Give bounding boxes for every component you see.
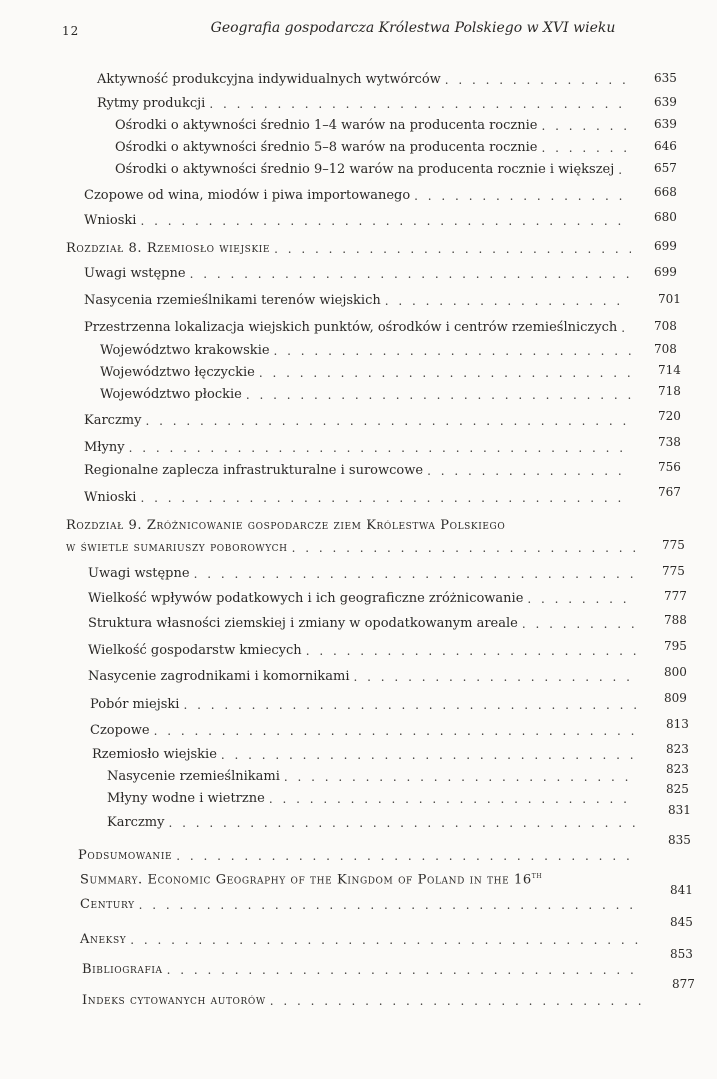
page-header [0,20,717,44]
toc-entry[interactable] [107,791,641,807]
toc-entry-page: 831 [668,803,691,817]
toc-entry[interactable] [84,320,635,336]
toc-entry-title: Ośrodki o aktywności średnio 5–8 warów na producenta rocznie [115,140,538,155]
toc-entry-page: 635 [654,71,677,85]
toc-entry-title: Karczmy [84,413,142,428]
toc-entry-title: Przestrzenna lokalizacja wiejskich punktów, ośrodków i centrów rzemieślniczych [84,320,618,335]
toc-entry-title: Wnioski [84,213,137,228]
toc-chapter-title-cont: w świetle sumariuszy poborowych [66,540,288,555]
toc-entry-page: 699 [654,265,677,279]
toc-chapter-title: Aneksy [80,932,127,947]
toc-chapter[interactable] [66,540,641,556]
toc-entry-page: 657 [654,161,677,175]
toc-entry-page: 668 [654,185,677,199]
toc-entry[interactable] [84,440,635,456]
toc-entry-page: 800 [664,665,687,679]
toc-entry[interactable] [84,413,635,429]
toc-entry-title: Województwo krakowskie [100,343,270,358]
toc-chapter-title[interactable]: Rozdział 9. Zróżnicowanie gospodarcze ziem Królestwa Polskiego [66,518,506,533]
toc-entry-page: 639 [654,117,677,131]
toc-entry[interactable] [88,643,641,659]
toc-entry-page: 809 [664,691,687,705]
toc-entry[interactable] [97,72,635,88]
toc-entry-page: 680 [654,210,677,224]
toc-entry-page: 788 [664,613,687,627]
toc-chapter-title: Bibliografia [82,962,163,977]
toc-entry-page: 775 [662,564,685,578]
toc-entry-title: Uwagi wstępne [88,566,190,581]
toc-entry[interactable] [88,616,641,632]
toc-entry[interactable] [100,387,635,403]
toc-chapter-title: Rozdział 8. Rzemiosło wiejskie [66,241,271,256]
toc-entry[interactable] [97,96,635,112]
toc-entry[interactable] [107,815,641,831]
toc-chapter[interactable] [78,848,641,864]
toc-entry[interactable] [92,747,641,763]
toc-chapter-title: Podsumowanie [78,848,173,863]
toc-entry-title: Karczmy [107,815,165,830]
toc-entry-title: Młyny wodne i wietrzne [107,791,265,806]
toc-entry[interactable] [115,118,635,134]
toc-entry[interactable] [107,769,641,785]
toc-chapter[interactable] [80,897,643,913]
toc-entry[interactable] [88,566,641,582]
toc-entry-page: 835 [668,833,691,847]
toc-entry-page: 813 [666,717,689,731]
toc-entry-title: Aktywność produkcyjna indywidualnych wytwórców [97,72,441,87]
toc-entry-title: Nasycenia rzemieślnikami terenów wiejskich [84,293,381,308]
toc-entry-page: 756 [658,460,681,474]
page-number: 12 [62,24,80,38]
toc-entry-page: 708 [654,342,677,356]
toc-entry-page: 714 [658,363,681,377]
toc-entry-page: 845 [670,915,693,929]
toc-entry-title: Nasycenie zagrodnikami i komornikami [88,669,350,684]
toc-entry[interactable] [84,490,635,506]
toc-entry-title: Wielkość wpływów podatkowych i ich geograficzne zróżnicowanie [88,591,524,606]
toc-entry[interactable] [115,162,635,178]
toc-chapter[interactable] [82,993,645,1009]
toc-entry-page: 795 [664,639,687,653]
toc-entry-page: 720 [658,409,681,423]
toc-entry-page: 823 [666,742,689,756]
toc-chapter[interactable] [66,241,635,257]
toc-entry-title: Struktura własności ziemskiej i zmiany w opodatkowanym areale [88,616,518,631]
toc-entry-page: 777 [664,589,687,603]
toc-entry-page: 699 [654,239,677,253]
toc-entry-title: Pobór miejski [90,697,180,712]
toc-entry[interactable] [84,266,635,282]
toc-entry-page: 825 [666,782,689,796]
toc-entry-page: 853 [670,947,693,961]
toc-entry[interactable] [100,365,635,381]
toc-entry-page: 767 [658,485,681,499]
toc-entry-page: 708 [654,319,677,333]
toc-entry[interactable] [88,591,641,607]
toc-entry-title: Województwo łęczyckie [100,365,255,380]
running-title: Geografia gospodarcza Królestwa Polskiego w XVI wieku [210,20,616,36]
toc-entry-title: Uwagi wstępne [84,266,186,281]
toc-chapter-title-cont: Century [80,897,135,912]
toc-entry[interactable] [90,697,641,713]
toc-entry-page: 646 [654,139,677,153]
toc-entry[interactable] [100,343,635,359]
toc-entry-title: Rytmy produkcji [97,96,206,111]
toc-entry[interactable] [90,723,641,739]
toc-entry-title: Czopowe od wina, miodów i piwa importowanego [84,188,411,203]
toc-entry-title: Ośrodki o aktywności średnio 1–4 warów na producenta rocznie [115,118,538,133]
toc-entry-page: 823 [666,762,689,776]
toc-entry[interactable] [84,213,635,229]
toc-entry[interactable] [84,463,635,479]
toc-entry-title: Regionalne zaplecza infrastrukturalne i surowcowe [84,463,424,478]
toc-entry-page: 718 [658,384,681,398]
toc-entry[interactable] [84,188,635,204]
toc-entry[interactable] [115,140,635,156]
toc-chapter[interactable] [82,962,643,978]
toc-entry-page: 701 [658,292,681,306]
toc-chapter-title: Indeks cytowanych autorów [82,993,266,1008]
superscript: th [531,871,543,880]
toc-entry-title: Wielkość gospodarstw kmiecych [88,643,302,658]
toc-entry-page: 775 [662,538,685,552]
toc-entry-title: Województwo płockie [100,387,242,402]
toc-entry-title: Rzemiosło wiejskie [92,747,217,762]
toc-chapter[interactable] [80,932,643,948]
toc-entry-page: 738 [658,435,681,449]
toc-entry-page: 639 [654,95,677,109]
toc-entry-title: Młyny [84,440,125,455]
toc-entry-title: Nasycenie rzemieślnikami [107,769,280,784]
toc-entry-title: Wnioski [84,490,137,505]
toc-entry-page: 877 [672,977,695,991]
toc-entry-title: Ośrodki o aktywności średnio 9–12 warów na producenta rocznie i większej [115,162,615,177]
toc-entry[interactable] [84,293,635,309]
toc-entry-page: 841 [670,883,693,897]
toc-entry-title: Czopowe [90,723,150,738]
toc-entry[interactable] [88,669,641,685]
toc-chapter-title[interactable]: Summary. Economic Geography of the Kingdom of Poland in the 16th [80,871,543,888]
